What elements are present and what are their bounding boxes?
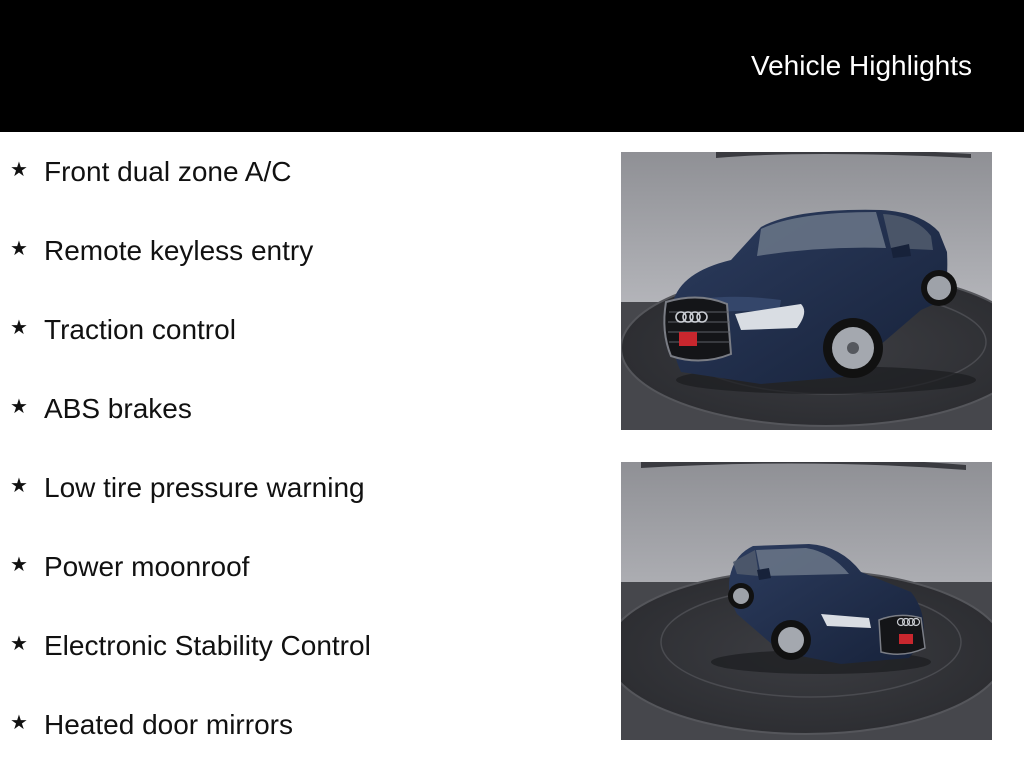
star-icon: ★ bbox=[10, 315, 28, 339]
feature-label: Low tire pressure warning bbox=[44, 472, 365, 503]
feature-label: ABS brakes bbox=[44, 393, 192, 424]
list-item bbox=[10, 547, 249, 587]
feature-label: Electronic Stability Control bbox=[44, 630, 371, 661]
list-item bbox=[10, 626, 371, 666]
star-icon: ★ bbox=[10, 631, 28, 655]
vehicle-photo-front bbox=[621, 152, 992, 430]
feature-label: Heated door mirrors bbox=[44, 709, 293, 740]
feature-label: Traction control bbox=[44, 314, 236, 345]
star-icon: ★ bbox=[10, 473, 28, 497]
list-item bbox=[10, 152, 291, 192]
list-item bbox=[10, 231, 313, 271]
list-item bbox=[10, 310, 236, 350]
feature-label: Power moonroof bbox=[44, 551, 250, 582]
page-title: Vehicle Highlights bbox=[750, 50, 972, 81]
list-item bbox=[10, 468, 365, 508]
list-item bbox=[10, 389, 192, 429]
vehicle-photo-side bbox=[621, 462, 992, 740]
star-icon: ★ bbox=[10, 394, 28, 418]
star-icon: ★ bbox=[10, 236, 28, 260]
feature-label: Front dual zone A/C bbox=[44, 156, 292, 187]
star-icon: ★ bbox=[10, 552, 28, 576]
header-bar bbox=[0, 0, 1024, 132]
feature-label: Remote keyless entry bbox=[44, 235, 314, 266]
star-icon: ★ bbox=[10, 710, 28, 734]
star-icon: ★ bbox=[10, 157, 28, 181]
list-item bbox=[10, 705, 293, 745]
